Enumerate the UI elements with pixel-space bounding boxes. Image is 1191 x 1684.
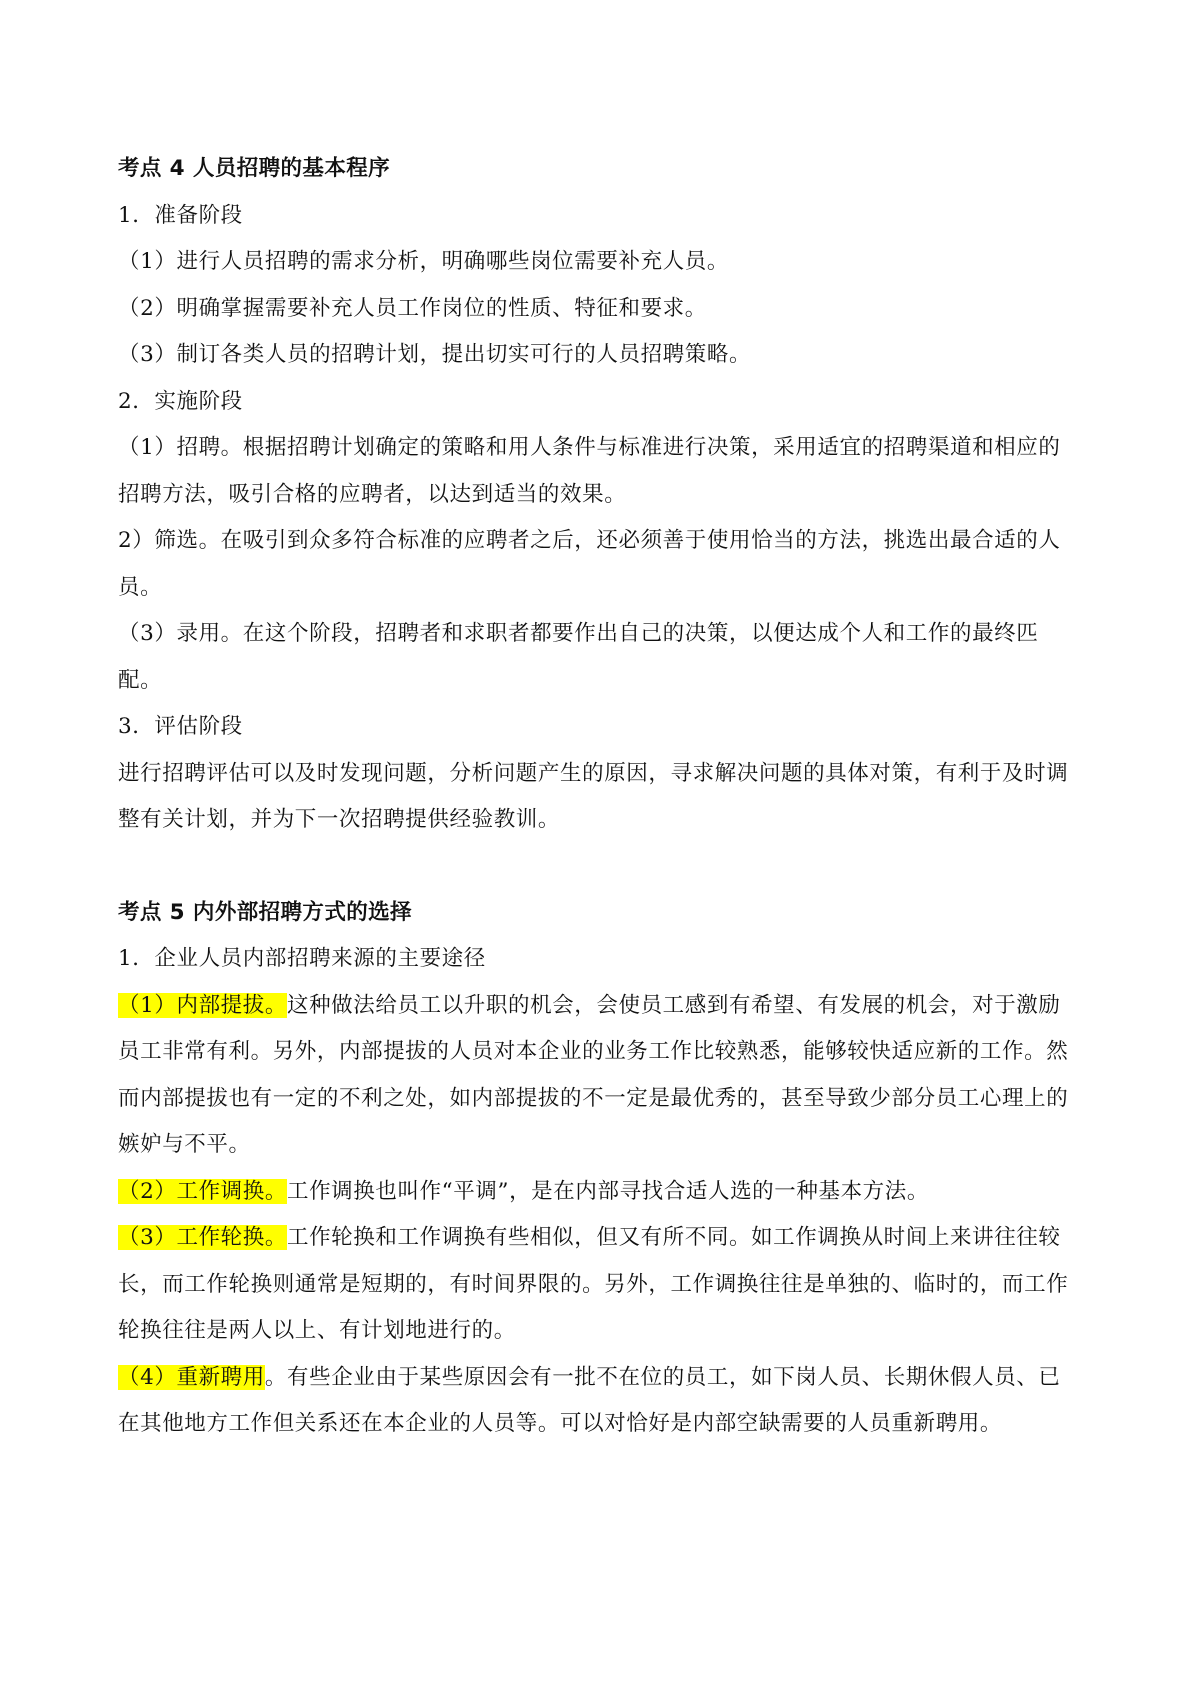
stage3-text: 进行招聘评估可以及时发现问题，分析问题产生的原因，寻求解决问题的具体对策，有利于及时调整有关计划，并为下一次招聘提供经验教训。: [118, 760, 1069, 832]
stage1-item: （3）制订各类人员的招聘计划，提出切实可行的人员招聘策略。: [118, 342, 752, 367]
stage2-title: 2．实施阶段: [118, 388, 243, 414]
stage2-item: （1）招聘。根据招聘计划确定的策略和用人条件与标准进行决策，采用适宜的招聘渠道和相应的招聘方法，吸引合格的应聘者，以达到适当的效果。: [118, 435, 1061, 507]
highlighted-label: （3）工作轮换。: [118, 1225, 287, 1250]
source-item-job-transfer: [118, 1169, 1078, 1216]
stage1-title: 1．准备阶段: [118, 202, 243, 228]
stage1-item: （1）进行人员招聘的需求分析，明确哪些岗位需要补充人员。: [118, 249, 729, 274]
section4-heading: 考点 4 人员招聘的基本程序: [118, 156, 391, 181]
item-text: 工作调换也叫作“平调”，是在内部寻找合适人选的一种基本方法。: [286, 1178, 929, 1204]
highlighted-label: （2）工作调换。: [118, 1178, 287, 1204]
source-item-job-rotation: [118, 1215, 1078, 1355]
stage3-title: 3．评估阶段: [118, 714, 243, 739]
stage2-item: 2）筛选。在吸引到众多符合标准的应聘者之后，还必须善于使用恰当的方法，挑选出最合适的人员。: [118, 528, 1061, 600]
stage2-item: （3）录用。在这个阶段，招聘者和求职者都要作出自己的决策，以便达成个人和工作的最终匹配。: [118, 621, 1039, 693]
item-text: 。有些企业由于某些原因会有一批不在位的员工，如下岗人员、长期休假人员、已在其他地方工作但关系还在本企业的人员等。可以对恰好是内部空缺需要的人员重新聘用。: [118, 1364, 1061, 1436]
item-text: 这种做法给员工以升职的机会，会使员工感到有希望、有发展的机会，对于激励员工非常有利。另外，内部提拔的人员对本企业的业务工作比较熟悉，能够较快适应新的工作。然而内部提拔也有一定的不利之处，如内部提拔的不一定是最优秀的，甚至导致少部分员工心理上的嫉妒与不平。: [118, 992, 1069, 1157]
highlighted-label: （4）重新聘用: [118, 1364, 265, 1390]
document-body: [118, 146, 1078, 1448]
section5-heading: 考点 5 内外部招聘方式的选择: [118, 899, 412, 925]
sub1-title: 1．企业人员内部招聘来源的主要途径: [118, 946, 486, 971]
source-item-rehire: [118, 1355, 1078, 1448]
highlighted-label: （1）内部提拔。: [118, 992, 287, 1018]
stage1-item: （2）明确掌握需要补充人员工作岗位的性质、特征和要求。: [118, 295, 707, 321]
item-text: 工作轮换和工作调换有些相似，但又有所不同。如工作调换从时间上来讲往往较长，而工作轮换则通常是短期的，有时间界限的。另外，工作调换往往是单独的、临时的，而工作轮换往往是两人以上、有计划地进行的。: [118, 1225, 1069, 1343]
source-item-internal-promotion: [118, 983, 1078, 1169]
